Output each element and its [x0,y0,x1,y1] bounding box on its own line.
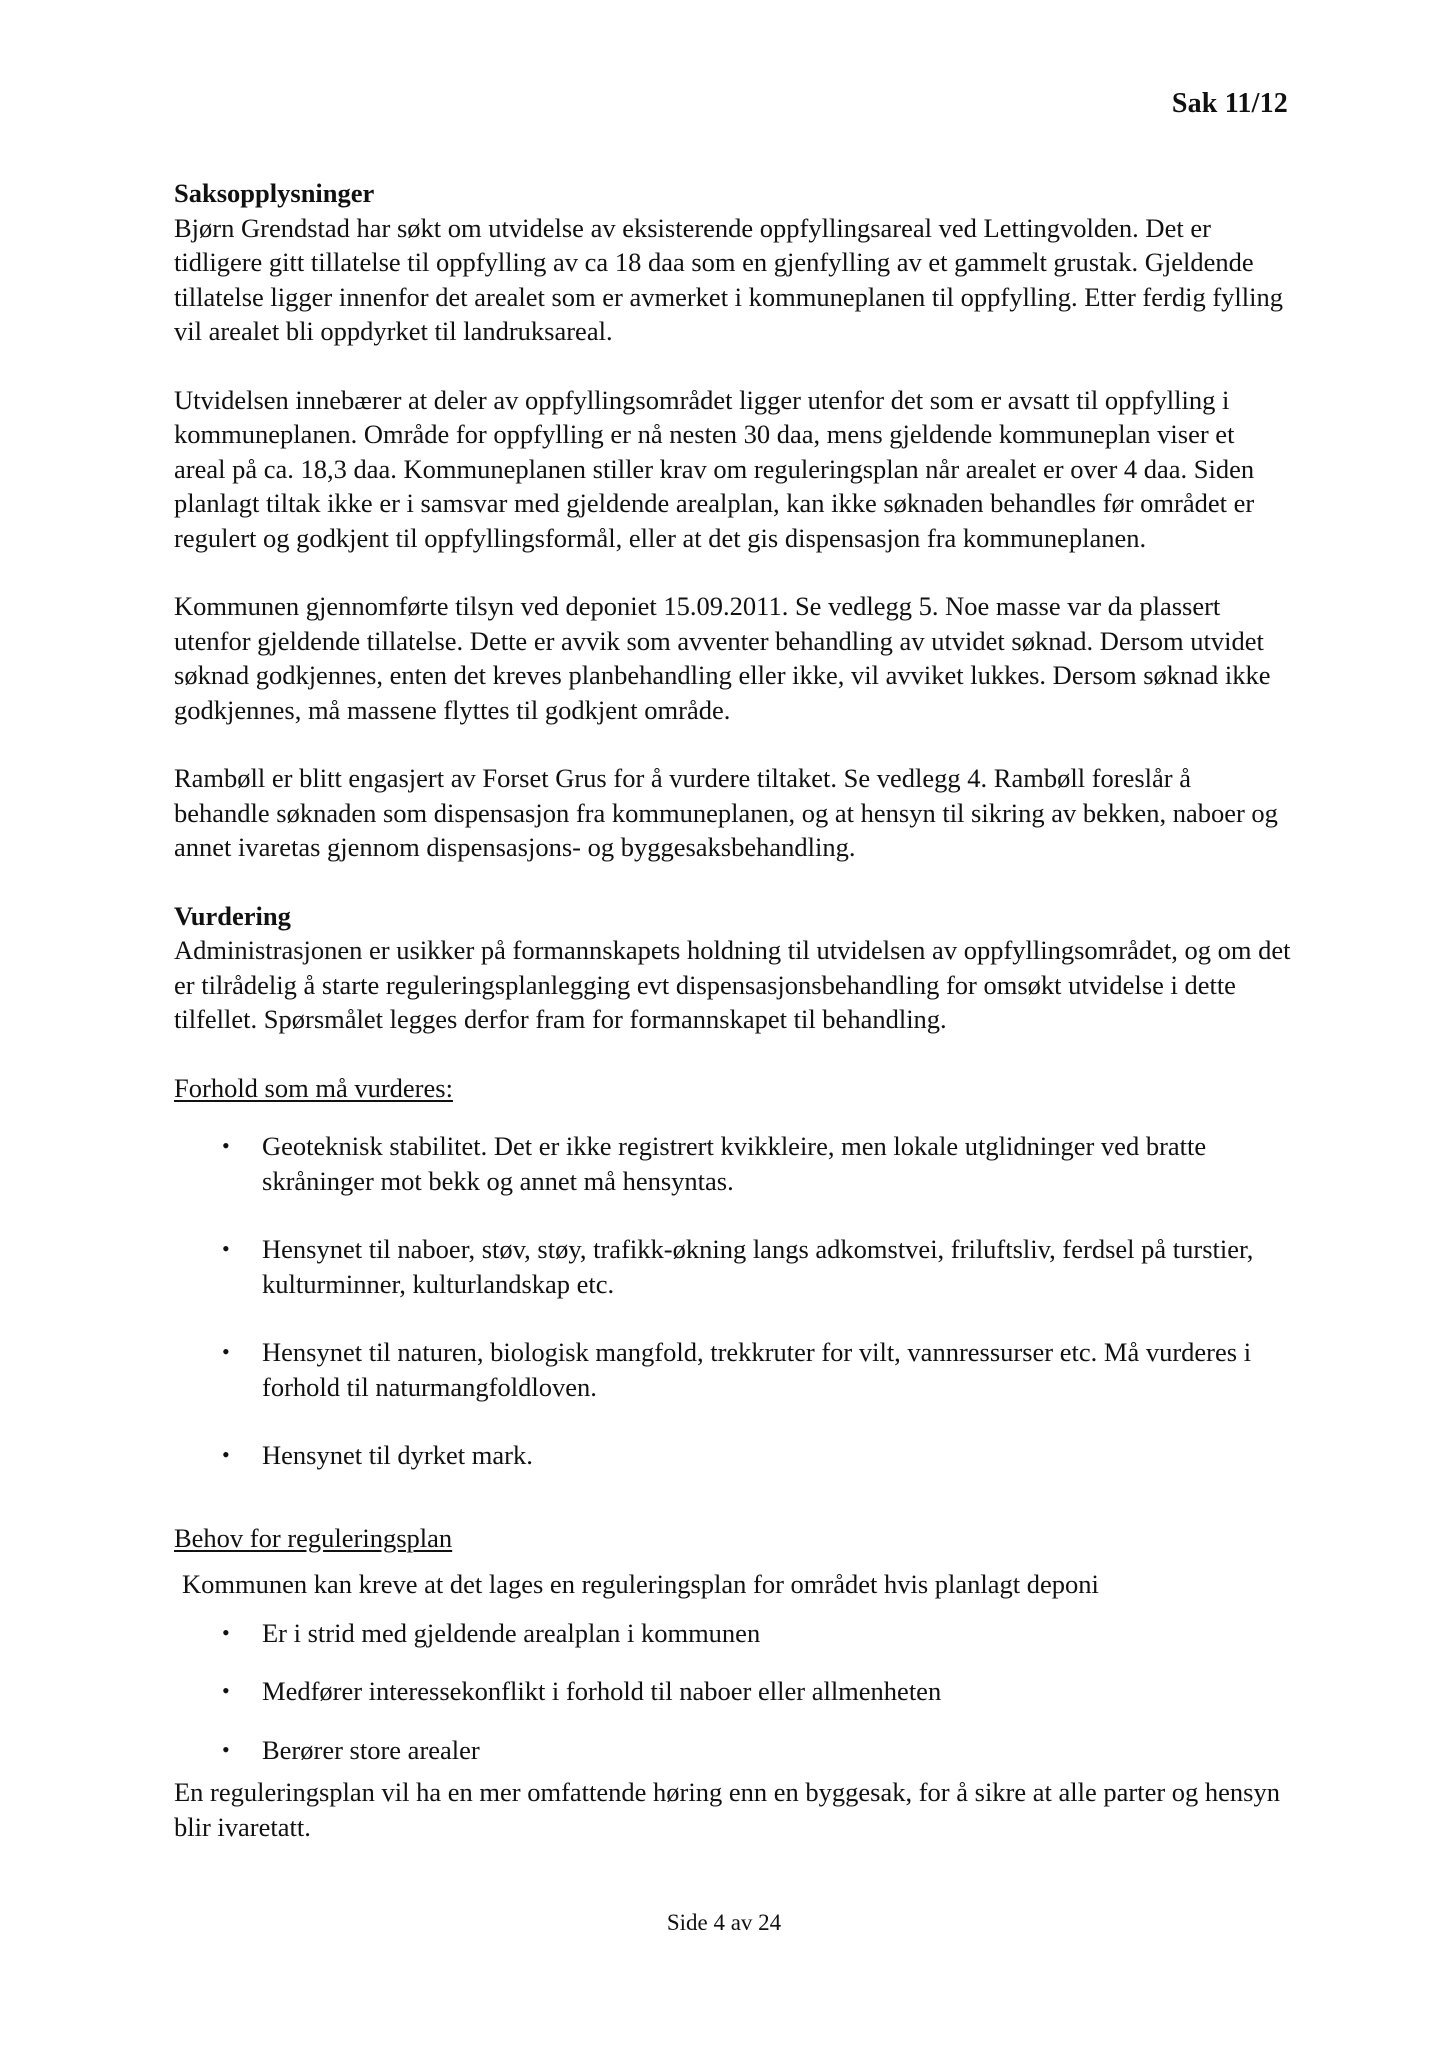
bullet-icon: • [222,1619,230,1645]
forhold-list [174,1129,1292,1473]
bullet-icon: • [222,1133,230,1158]
list-item-text: Medfører interessekonflikt i forhold til naboer eller allmenheten [262,1676,942,1706]
section-behov [174,1521,1292,1845]
paragraph: Rambøll er blitt engasjert av Forset Grus for å vurdere tiltaket. Se vedlegg 4. Rambøll foreslår å behandle søknaden som dispensasjon fra kommuneplanen, og at hensyn til sikring av bekken, naboer og annet ivaretas gjennom dispensasjons- og byggesaksbehandling. [174,763,1278,862]
list-item-text: Er i strid med gjeldende arealplan i kommunen [262,1617,761,1648]
section-saksopplysninger [174,176,1292,865]
subheading-forhold: Forhold som må vurderes: [174,1072,453,1103]
bullet-icon: • [222,1736,230,1762]
list-item [174,1335,1292,1404]
section-heading-vurdering: Vurdering [174,900,291,931]
section-heading-saksopplysninger: Saksopplysninger [174,178,375,208]
list-item [174,1616,1292,1651]
subheading-behov: Behov for reguleringsplan [174,1522,453,1553]
bullet-icon: • [222,1442,230,1467]
bullet-icon: • [222,1678,230,1703]
list-item [174,1232,1292,1301]
bullet-icon: • [222,1339,230,1364]
list-item-text: Hensynet til naboer, støv, støy, trafikk-økning langs adkomstvei, friluftsliv, ferdsel på turstier, kulturminner, kulturlandskap etc. [262,1234,1254,1299]
list-item [174,1674,1292,1709]
case-number: Sak 11/12 [1171,88,1288,119]
list-item-text: Hensynet til dyrket mark. [262,1440,533,1470]
paragraph: Bjørn Grendstad har søkt om utvidelse av eksisterende oppfyllingsareal ved Lettingvolden. Det er tidligere gitt tillatelse til oppfylling av ca 18 daa som en gjenfylling av et gammelt grustak. Gjeldende tillatelse ligger innenfor det arealet som er avmerket i kommuneplanen til oppfylling. Etter ferdig fylling vil arealet bli oppdyrket til landruksareal. [174,212,1283,346]
list-item-text: Geoteknisk stabilitet. Det er ikke registrert kvikkleire, men lokale utglidninger ved bratte skråninger mot bekk og annet må hensyntas. [262,1131,1207,1196]
behov-intro: Kommunen kan kreve at det lages en reguleringsplan for området hvis planlagt deponi [182,1569,1099,1599]
paragraph: Kommunen gjennomførte tilsyn ved deponiet 15.09.2011. Se vedlegg 5. Noe masse var da plassert utenfor gjeldende tillatelse. Dette er avvik som avventer behandling av utvidet søknad. Dersom utvidet søknad godkjennes, enten det kreves planbehandling eller ikke, vil avviket lukkes. Dersom søknad ikke godkjennes, må massene flyttes til godkjent område. [174,591,1271,725]
behov-list [174,1616,1292,1768]
section-forhold [174,1071,1292,1473]
paragraph: Utvidelsen innebærer at deler av oppfyllingsområdet ligger utenfor det som er avsatt til oppfylling i kommuneplanen. Område for oppfylling er nå nesten 30 daa, mens gjeldende kommuneplan viser et areal på ca. 18,3 daa. Kommuneplanen stiller krav om reguleringsplan når arealet er over 4 daa. Siden planlagt tiltak ikke er i samsvar med gjeldende arealplan, kan ikke søknaden behandles før området er regulert og godkjent til oppfyllingsformål, eller at det gis dispensasjon fra kommuneplanen. [174,384,1255,553]
list-item-text: Hensynet til naturen, biologisk mangfold, trekkruter for vilt, vannressurser etc. Må vurderes i forhold til naturmangfoldloven. [262,1337,1252,1402]
list-item [174,1733,1292,1768]
behov-conclusion: En reguleringsplan vil ha en mer omfattende høring enn en byggesak, for å sikre at alle parter og hensyn blir ivaretatt. [174,1777,1280,1842]
bullet-icon: • [222,1236,230,1261]
document-body [174,176,1292,1844]
paragraph: Administrasjonen er usikker på formannskapets holdning til utvidelsen av oppfyllingsområdet, og om det er tilrådelig å starte reguleringsplanlegging evt dispensasjonsbehandling for omsøkt utvidelse i dette tilfellet. Spørsmålet legges derfor fram for formannskapet til behandling. [174,935,1291,1034]
list-item [174,1129,1292,1198]
section-vurdering [174,899,1292,1037]
page-number: Side 4 av 24 [666,1910,782,1935]
list-item [174,1438,1292,1473]
list-item-text: Berører store arealer [262,1734,480,1765]
